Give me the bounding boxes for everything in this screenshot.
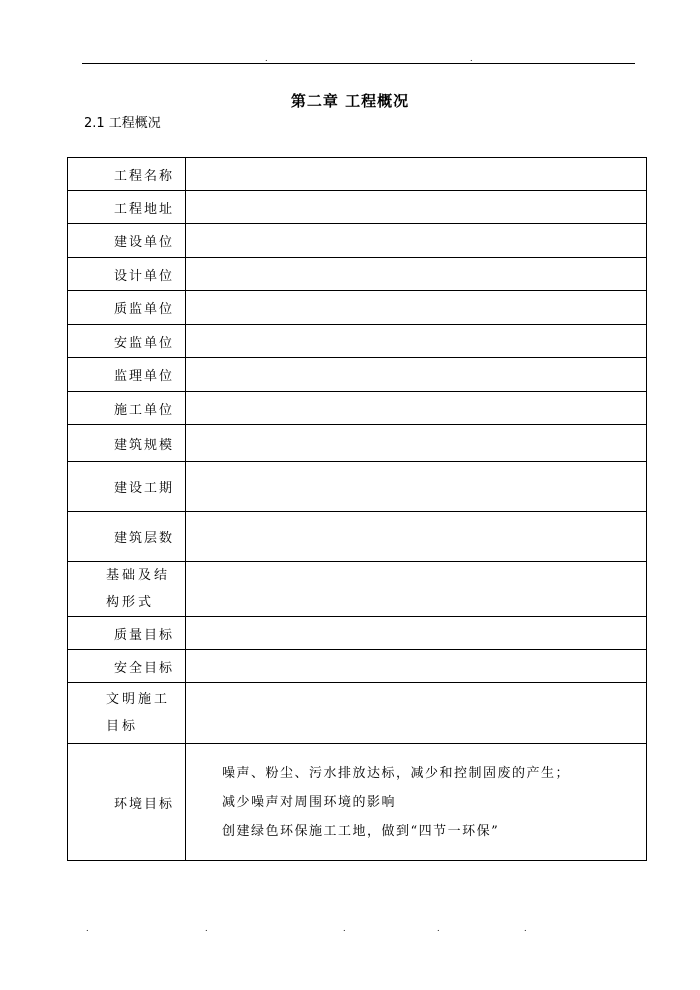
table-row (68, 462, 647, 512)
row-value (186, 392, 647, 425)
row-label: 质量目标 (68, 617, 186, 650)
row-label: 监理单位 (68, 358, 186, 392)
row-label: 工程名称 (68, 158, 186, 191)
footer-mark: . (205, 924, 208, 933)
environment-goal-line: 噪声、粉尘、污水排放达标，减少和控制固废的产生； (222, 765, 571, 781)
environment-goal-line: 减少噪声对周围环境的影响 (222, 794, 397, 810)
row-value (186, 512, 647, 562)
table-row (68, 512, 647, 562)
footer-mark: . (437, 924, 440, 933)
row-label: 安监单位 (68, 325, 186, 358)
row-label: 质监单位 (68, 291, 186, 325)
row-value (186, 562, 647, 617)
environment-goal-line: 创建绿色环保施工工地，做到“四节一环保” (222, 823, 500, 839)
row-label: 建设单位 (68, 224, 186, 258)
environment-goals (186, 744, 647, 861)
row-value (186, 258, 647, 291)
row-value (186, 462, 647, 512)
header-mark: . (470, 54, 473, 63)
row-value (186, 358, 647, 392)
footer-mark: . (524, 924, 527, 933)
row-label: 施工单位 (68, 392, 186, 425)
row-value (186, 191, 647, 224)
table-row (68, 291, 647, 325)
footer-mark: . (86, 924, 89, 933)
table-row (68, 562, 647, 617)
row-value (186, 425, 647, 462)
table-row (68, 158, 647, 191)
table-row (68, 191, 647, 224)
row-label: 建筑规模 (68, 425, 186, 462)
row-label: 环境目标 (68, 744, 186, 861)
footer-mark: . (343, 924, 346, 933)
table-row (68, 683, 647, 744)
row-label: 设计单位 (68, 258, 186, 291)
row-label: 建筑层数 (68, 512, 186, 562)
section-heading: 2.1 工程概况 (84, 116, 161, 131)
row-label: 安全目标 (68, 650, 186, 683)
row-label: 建设工期 (68, 462, 186, 512)
project-overview-table (67, 157, 647, 861)
row-value (186, 617, 647, 650)
header-rule (82, 63, 635, 64)
row-value (186, 291, 647, 325)
table-row (68, 325, 647, 358)
page-title: 第二章 工程概况 (290, 92, 410, 110)
table-row (68, 425, 647, 462)
row-label: 基础及结构形式 (68, 562, 186, 617)
row-label: 文明施工目标 (68, 683, 186, 744)
row-value (186, 325, 647, 358)
row-value (186, 650, 647, 683)
table-row (68, 392, 647, 425)
table-row (68, 744, 647, 861)
row-label: 工程地址 (68, 191, 186, 224)
table-row (68, 224, 647, 258)
table-row (68, 617, 647, 650)
row-value (186, 224, 647, 258)
row-value (186, 158, 647, 191)
table-row (68, 358, 647, 392)
header-mark: . (265, 54, 268, 63)
table-row (68, 650, 647, 683)
row-value (186, 683, 647, 744)
table-row (68, 258, 647, 291)
